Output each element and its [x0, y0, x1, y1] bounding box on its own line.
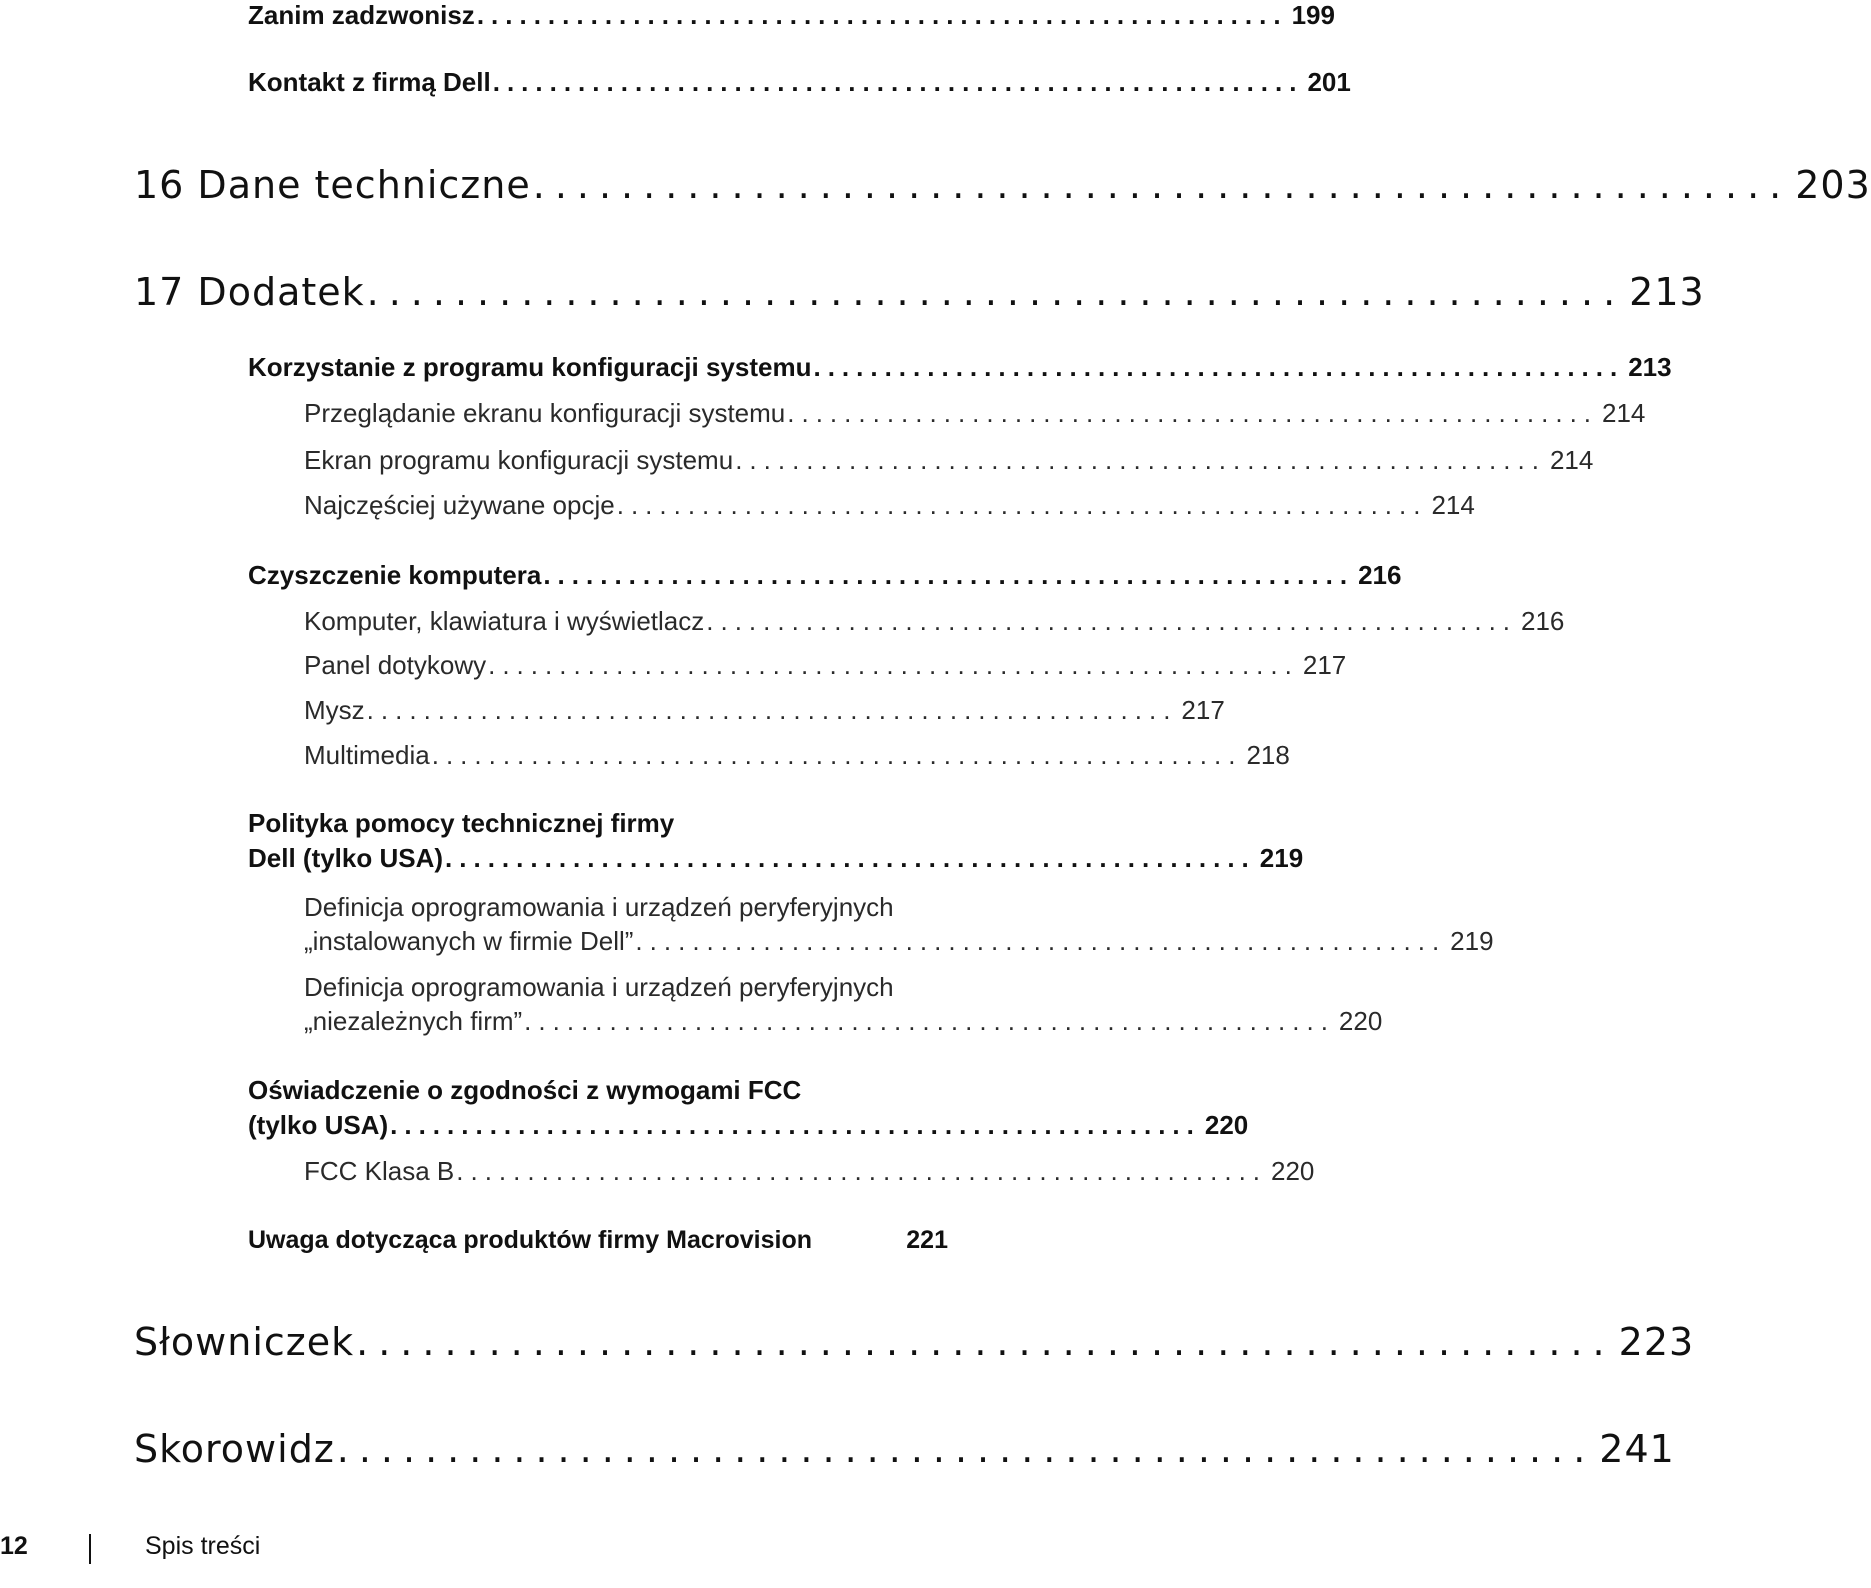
dot-leader: ......................................................... — [532, 163, 1792, 207]
toc-chapter-label: 16 Dane techniczne — [134, 163, 531, 207]
toc-subentry-label: Ekran programu konfiguracji systemu — [304, 445, 734, 475]
toc-entry-label: (tylko USA) — [248, 1110, 389, 1140]
dot-leader: ......................................................... — [735, 445, 1546, 475]
toc-entry[interactable] — [248, 352, 1672, 383]
dot-leader: ......................................................... — [543, 560, 1355, 590]
dot-leader: ......................................................... — [390, 1110, 1201, 1140]
toc-subentry[interactable] — [304, 926, 1494, 957]
toc-entry-label: Kontakt z firmą Dell — [248, 67, 491, 97]
toc-subentry-page: 220 — [1338, 1006, 1383, 1036]
page-number: 12 — [0, 1532, 28, 1560]
toc-subentry-label-line1[interactable]: Definicja oprogramowania i urządzeń peryferyjnych — [304, 972, 894, 1002]
toc-chapter-page: 223 — [1618, 1320, 1695, 1364]
dot-leader: ......................................................... — [524, 1006, 1335, 1036]
toc-entry[interactable] — [248, 1110, 1249, 1141]
toc-chapter-page: 213 — [1629, 270, 1705, 314]
toc-subentry-page: 218 — [1246, 740, 1290, 770]
dot-leader: ......................................................... — [476, 0, 1288, 30]
dot-leader: ......................................................... — [616, 490, 1428, 520]
toc-entry[interactable] — [248, 843, 1304, 874]
toc-entry-label: Czyszczenie komputera — [248, 560, 542, 590]
toc-entry-page: 199 — [1291, 0, 1335, 30]
toc-subentry-page: 220 — [1271, 1156, 1315, 1186]
toc-subentry-label: „instalowanych w firmie Dell” — [304, 926, 634, 956]
toc-chapter[interactable] — [134, 163, 1871, 207]
toc-subentry-page: 214 — [1431, 490, 1475, 520]
toc-entry[interactable] — [248, 67, 1351, 98]
toc-entry[interactable] — [248, 1226, 948, 1255]
toc-entry-page: 201 — [1307, 67, 1351, 97]
toc-chapter-label: 17 Dodatek — [134, 270, 365, 314]
toc-entry[interactable] — [248, 560, 1402, 591]
dot-leader: ......................................................... — [431, 740, 1243, 770]
dot-leader: ......................................................... — [356, 1320, 1615, 1364]
toc-subentry[interactable] — [304, 398, 1646, 429]
toc-chapter[interactable] — [134, 1427, 1675, 1471]
toc-subentry[interactable] — [304, 606, 1565, 637]
toc-subentry[interactable] — [304, 445, 1594, 476]
toc-subentry-page: 216 — [1521, 606, 1565, 636]
page-footer — [0, 1532, 960, 1572]
dot-leader: ......................................................... — [787, 398, 1599, 428]
dot-leader: ......................................................... — [635, 926, 1447, 956]
toc-subentry-label-line1[interactable]: Definicja oprogramowania i urządzeń peryferyjnych — [304, 892, 894, 922]
toc-subentry-label: Komputer, klawiatura i wyświetlacz — [304, 606, 705, 636]
toc-subentry[interactable] — [304, 1006, 1383, 1037]
toc-chapter-label: Słowniczek — [134, 1320, 355, 1364]
toc-subentry-page: 214 — [1602, 398, 1646, 428]
toc-entry-label: Zanim zadzwonisz — [248, 0, 475, 30]
toc-entry-page: 213 — [1628, 352, 1672, 382]
dot-leader: ......................................................... — [456, 1156, 1268, 1186]
dot-leader: ......................................................... — [445, 843, 1256, 873]
dot-leader: ......................................................... — [366, 270, 1626, 314]
dot-leader: ......................................................... — [336, 1427, 1596, 1471]
toc-chapter-page: 203 — [1795, 163, 1871, 207]
dot-leader: ......................................................... — [366, 695, 1178, 725]
toc-subentry-label: Przeglądanie ekranu konfiguracji systemu — [304, 398, 786, 428]
toc-subentry-page: 217 — [1302, 650, 1347, 680]
toc-subentry-label: „niezależnych firm” — [304, 1006, 523, 1036]
toc-subentry[interactable] — [304, 740, 1290, 771]
toc-entry-page: 219 — [1259, 843, 1304, 873]
toc-subentry-label: FCC Klasa B — [304, 1156, 455, 1186]
toc-subentry-label: Panel dotykowy — [304, 650, 487, 680]
toc-chapter-label: Skorowidz — [134, 1427, 335, 1471]
dot-leader: ......................................................... — [706, 606, 1518, 636]
toc-subentry[interactable] — [304, 490, 1475, 521]
toc-subentry-label: Mysz — [304, 695, 365, 725]
toc-chapter-page: 241 — [1599, 1427, 1675, 1471]
toc-subentry-label: Najczęściej używane opcje — [304, 490, 615, 520]
toc-entry-page: 221 — [906, 1226, 948, 1254]
toc-subentry-page: 214 — [1549, 445, 1594, 475]
footer-divider — [89, 1534, 91, 1564]
dot-leader: ......................................................... — [492, 67, 1304, 97]
dot-leader: ......................................................... — [488, 650, 1299, 680]
toc-entry-label: Korzystanie z programu konfiguracji systemu — [248, 352, 812, 382]
toc-entry-page: 216 — [1358, 560, 1402, 590]
toc-entry-label-line1[interactable]: Polityka pomocy technicznej firmy — [248, 808, 675, 838]
toc-chapter[interactable] — [134, 1320, 1695, 1364]
toc-subentry[interactable] — [304, 695, 1225, 726]
toc-chapter[interactable] — [134, 270, 1705, 314]
toc-subentry-page: 219 — [1450, 926, 1494, 956]
toc-subentry[interactable] — [304, 1156, 1315, 1187]
footer-section-title: Spis treści — [145, 1532, 261, 1560]
toc-subentry-label: Multimedia — [304, 740, 430, 770]
toc-entry-label-line1[interactable]: Oświadczenie o zgodności z wymogami FCC — [248, 1075, 802, 1105]
toc-entry-label: Uwaga dotycząca produktów firmy Macrovision — [248, 1226, 813, 1254]
toc-entry[interactable] — [248, 0, 1335, 31]
toc-subentry-page: 217 — [1181, 695, 1225, 725]
toc-subentry[interactable] — [304, 650, 1347, 681]
dot-leader: ......................................................... — [813, 352, 1625, 382]
toc-entry-label: Dell (tylko USA) — [248, 843, 444, 873]
toc-entry-page: 220 — [1204, 1110, 1249, 1140]
